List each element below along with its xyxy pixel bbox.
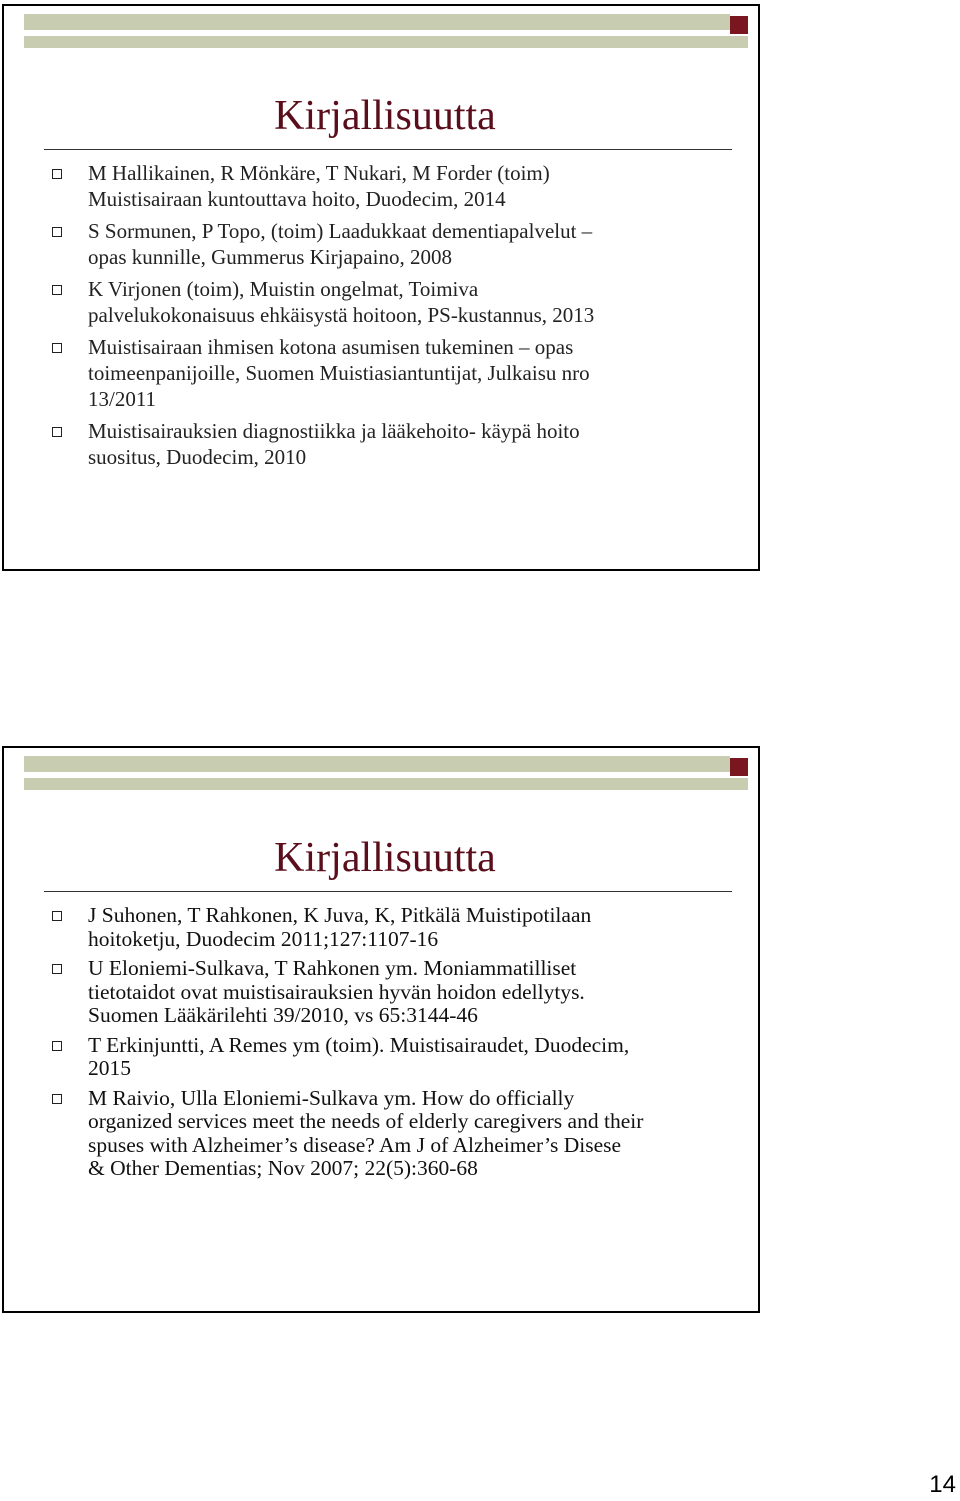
list-item [48, 334, 698, 412]
list-item-line: hoitoketju, Duodecim 2011;127:1107-16 [88, 926, 439, 951]
accent-square-lower [730, 778, 748, 790]
list-item [48, 160, 698, 212]
accent-square-lower [730, 36, 748, 48]
list-item [48, 276, 698, 328]
list-item-line: Muistisairaan ihmisen kotona asumisen tukeminen – opas [88, 335, 574, 359]
header-bar-upper [24, 756, 730, 772]
list-item-line: K Virjonen (toim), Muistin ongelmat, Toimiva [88, 277, 479, 301]
square-bullet-icon [52, 1041, 62, 1051]
list-item [48, 904, 698, 951]
slide-title: Kirjallisuutta [274, 93, 496, 139]
list-item-line: opas kunnille, Gummerus Kirjapaino, 2008 [88, 245, 452, 269]
list-item-line: U Eloniemi-Sulkava, T Rahkonen ym. Moniammatilliset [88, 956, 577, 980]
square-bullet-icon [52, 911, 62, 921]
list-item-line: palvelukokonaisuus ehkäisystä hoitoon, PS-kustannus, 2013 [88, 303, 595, 327]
square-bullet-icon [52, 169, 62, 179]
accent-square [730, 758, 748, 776]
list-item-line: suositus, Duodecim, 2010 [88, 445, 307, 469]
slide-1 [2, 4, 760, 571]
list-item [48, 957, 698, 1028]
square-bullet-icon [52, 227, 62, 237]
list-item-line: spuses with Alzheimer’s disease? Am J of Alzheimer’s Disese [88, 1132, 622, 1157]
list-item [48, 1034, 698, 1081]
square-bullet-icon [52, 285, 62, 295]
square-bullet-icon [52, 343, 62, 353]
title-divider [44, 149, 732, 150]
list-item [48, 418, 698, 470]
title-divider [44, 891, 732, 892]
list-item-line: M Raivio, Ulla Eloniemi-Sulkava ym. How do officially [88, 1085, 575, 1110]
list-item-line: Muistisairaan kuntouttava hoito, Duodecim, 2014 [88, 187, 506, 211]
list-item-line: toimeenpanijoille, Suomen Muistiasiantuntijat, Julkaisu nro [88, 361, 590, 385]
square-bullet-icon [52, 427, 62, 437]
header-bar-upper [24, 14, 730, 30]
list-item-line: 2015 [88, 1056, 131, 1080]
square-bullet-icon [52, 964, 62, 974]
list-item-line: tietotaidot ovat muistisairauksien hyvän hoidon edellytys. [88, 979, 585, 1004]
accent-square [730, 16, 748, 34]
slide-header-bar [24, 756, 730, 790]
list-item-line: Muistisairauksien diagnostiikka ja lääkehoito- käypä hoito [88, 419, 580, 443]
list-item-line: & Other Dementias; Nov 2007; 22(5):360-68 [88, 1156, 478, 1180]
list-item-line: 13/2011 [88, 387, 157, 411]
slide-title: Kirjallisuutta [274, 835, 496, 881]
list-item-line: S Sormunen, P Topo, (toim) Laadukkaat dementiapalvelut – [88, 219, 593, 243]
list-item-line: organized services meet the needs of elderly caregivers and their [88, 1109, 644, 1133]
list-item-line: J Suhonen, T Rahkonen, K Juva, K, Pitkälä Muistipotilaan [88, 903, 592, 927]
list-item [48, 218, 698, 270]
reference-list [48, 160, 698, 476]
header-bar-lower [24, 778, 730, 790]
square-bullet-icon [52, 1094, 62, 1104]
list-item [48, 1087, 698, 1181]
slide-header-bar [24, 14, 730, 48]
header-bar-lower [24, 36, 730, 48]
list-item-line: T Erkinjuntti, A Remes ym (toim). Muistisairaudet, Duodecim, [88, 1032, 630, 1057]
slide-2 [2, 746, 760, 1313]
list-item-line: M Hallikainen, R Mönkäre, T Nukari, M Forder (toim) [88, 161, 550, 185]
reference-list [48, 904, 698, 1187]
list-item-line: Suomen Lääkärilehti 39/2010, vs 65:3144-46 [88, 1003, 478, 1027]
page-number: 14 [929, 1471, 956, 1498]
